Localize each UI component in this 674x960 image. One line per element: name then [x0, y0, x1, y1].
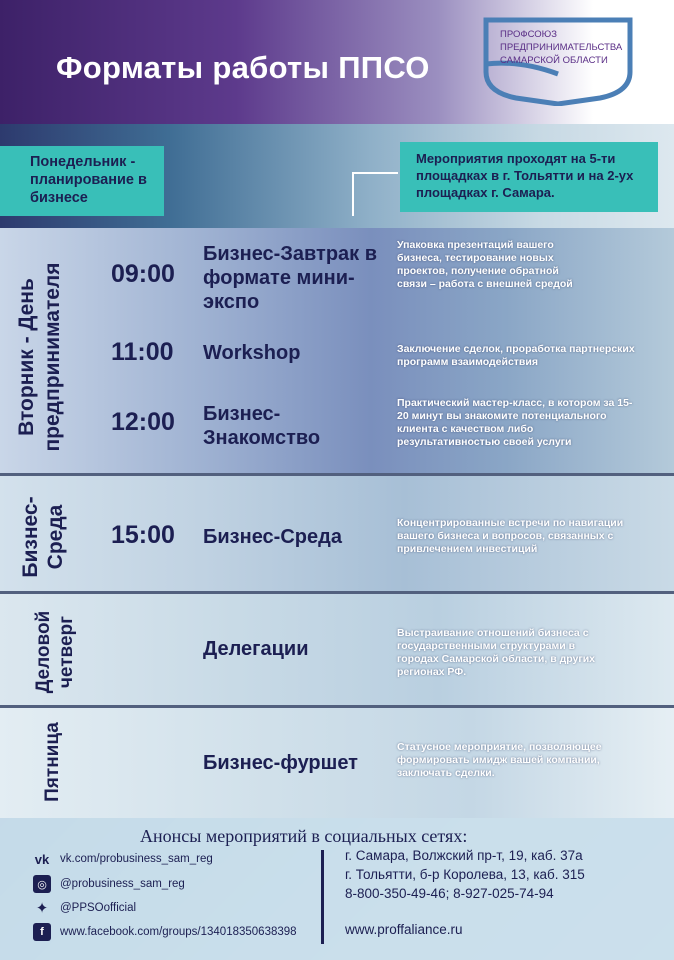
event-title: Бизнес-Завтрак в формате мини-экспо	[203, 243, 378, 313]
event-description: Концентрированные встречи по навигации вашего бизнеса и вопросов, связанных с привлечением инвестиций	[397, 517, 624, 555]
event-time: 15:00	[111, 521, 175, 549]
social-link-vk[interactable]	[33, 849, 213, 869]
instagram-icon: ◎	[33, 875, 51, 893]
contact-address-samara: г. Самара, Волжский пр-т, 19, каб. 37а	[345, 848, 583, 863]
social-link-text: www.facebook.com/groups/134018350638398	[60, 926, 297, 938]
logo-line: ПРЕДПРИНИМАТЕЛЬСТВА	[500, 42, 623, 53]
footer-divider	[321, 850, 324, 944]
day-label-tuesday: Вторник - День предпринимателя	[15, 262, 64, 452]
connector-line	[352, 172, 398, 174]
event-description: Заключение сделок, проработка партнерских программ взаимодействия	[397, 343, 635, 368]
event-title: Workshop	[203, 342, 301, 364]
vk-icon: vk	[34, 851, 50, 867]
logo-text	[500, 28, 640, 67]
monday-label: Понедельник - планирование в бизнесе	[0, 146, 164, 216]
venue-note: Мероприятия проходят на 5-ти площадках в г. Тольятти и на 2-ух площадках г. Самара.	[400, 142, 658, 212]
day-label-wednesday: Бизнес-Среда	[19, 496, 67, 578]
contact-address-tolyatti: г. Тольятти, б-р Королева, 13, каб. 315	[345, 867, 585, 882]
event-time: 11:00	[111, 338, 174, 366]
header	[0, 0, 674, 124]
social-link-twitter[interactable]	[33, 898, 136, 918]
event-time: 12:00	[111, 408, 175, 436]
event-description: Упаковка презентаций вашего бизнеса, тестирование новых проектов, получение обратной связи – работа с внешней средой	[397, 239, 573, 290]
website-link[interactable]: www.proffaliance.ru	[345, 922, 463, 937]
event-time: 09:00	[111, 260, 175, 288]
social-link-text: @PPSOofficial	[60, 902, 137, 914]
event-title: Бизнес-Среда	[203, 526, 342, 548]
logo-line: ПРОФСОЮЗ	[500, 29, 557, 40]
day-label-friday: Пятница	[42, 722, 63, 802]
event-description: Статусное мероприятие, позволяющее формировать имидж вашей компании, заключать сделки.	[397, 741, 602, 779]
social-link-instagram[interactable]	[33, 874, 185, 894]
social-link-text: @probusiness_sam_reg	[60, 878, 185, 890]
social-link-text: vk.com/probusiness_sam_reg	[60, 853, 213, 865]
social-link-facebook[interactable]	[33, 922, 297, 942]
twitter-icon: ✦	[35, 900, 49, 917]
event-title: Делегации	[203, 638, 309, 660]
event-title: Бизнес-фуршет	[203, 752, 358, 774]
page-title: Форматы работы ППСО	[56, 50, 430, 85]
day-label-thursday: Деловой четверг	[33, 610, 77, 694]
event-description: Выстраивание отношений бизнеса с государственными структурами в городах Самарской области, в других регионах РФ.	[397, 627, 596, 678]
logo-line: САМАРСКОЙ ОБЛАСТИ	[500, 55, 608, 66]
event-title: Бизнес-Знакомство	[203, 403, 321, 449]
connector-line	[352, 172, 354, 216]
facebook-icon: f	[33, 923, 51, 941]
footer-title: Анонсы мероприятий в социальных сетях:	[140, 826, 468, 846]
event-description: Практический мастер-класс, в котором за 15-20 минут вы знакомите потенциального клиента с качеством либо результативностью своей услуги	[397, 397, 633, 448]
contact-phones: 8-800-350-49-46; 8-927-025-74-94	[345, 886, 554, 901]
